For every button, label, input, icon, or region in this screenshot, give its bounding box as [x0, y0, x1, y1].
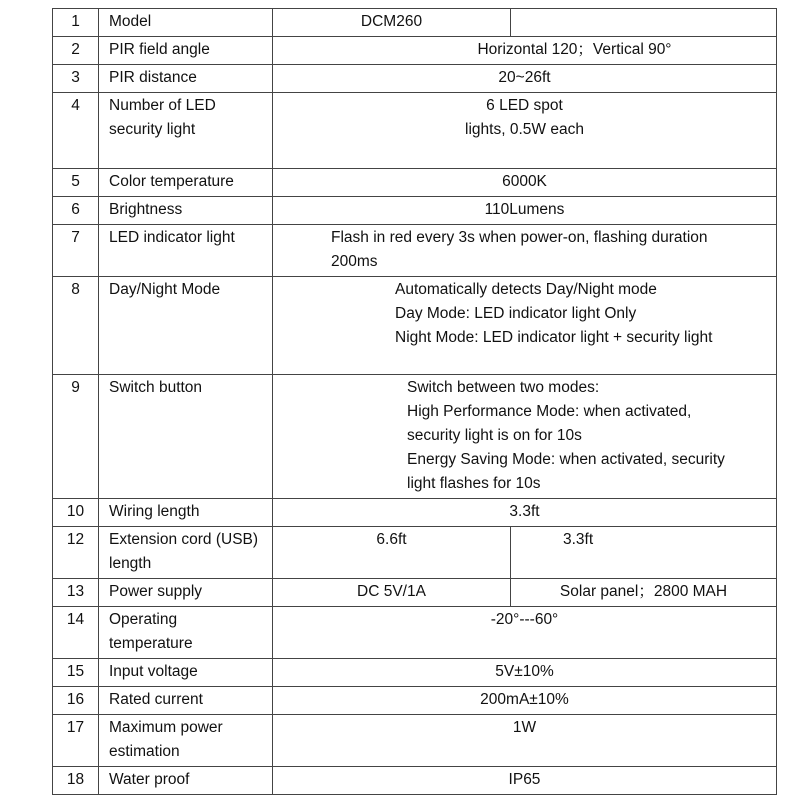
table-row [53, 499, 777, 527]
row-number: 2 [53, 37, 99, 65]
row-value: Flash in red every 3s when power-on, flashing duration 200ms [273, 225, 777, 277]
table-row [53, 659, 777, 687]
switch-line: Energy Saving Mode: when activated, security light flashes for 10s [407, 451, 725, 492]
mode-line: Automatically detects Day/Night mode [395, 281, 657, 298]
switch-line: High Performance Mode: when activated, security light is on for 10s [407, 403, 692, 444]
row-number: 15 [53, 659, 99, 687]
mode-line: Day Mode: LED indicator light Only [395, 305, 637, 322]
spec-table [52, 8, 777, 795]
row-number: 7 [53, 225, 99, 277]
row-number: 17 [53, 715, 99, 767]
row-number: 6 [53, 197, 99, 225]
row-value-cell [273, 93, 777, 169]
row-value: Horizontal 120；Vertical 90° [273, 37, 777, 65]
row-label: Extension cord (USB) length [99, 527, 273, 579]
table-row [53, 197, 777, 225]
row-label: Wiring length [99, 499, 273, 527]
row-number: 1 [53, 9, 99, 37]
row-label: Water proof [99, 767, 273, 795]
row-value: 200mA±10% [273, 687, 777, 715]
row-value-secondary: 3.3ft [511, 527, 777, 579]
row-label: Brightness [99, 197, 273, 225]
switch-line: Switch between two modes: [407, 379, 600, 396]
row-label: Maximum power estimation [99, 715, 273, 767]
row-number: 3 [53, 65, 99, 93]
table-row [53, 65, 777, 93]
row-label: Power supply [99, 579, 273, 607]
row-value: 5V±10% [273, 659, 777, 687]
row-label: PIR distance [99, 65, 273, 93]
table-row [53, 375, 777, 499]
row-label: Rated current [99, 687, 273, 715]
table-row [53, 9, 777, 37]
row-number: 9 [53, 375, 99, 499]
mode-line: Night Mode: LED indicator light + security light [395, 329, 713, 346]
table-row [53, 93, 777, 169]
row-value: IP65 [273, 767, 777, 795]
table-row [53, 37, 777, 65]
row-label: PIR field angle [99, 37, 273, 65]
row-label: LED indicator light [99, 225, 273, 277]
table-row [53, 225, 777, 277]
table-row [53, 767, 777, 795]
table-row [53, 715, 777, 767]
row-number: 14 [53, 607, 99, 659]
row-number: 4 [53, 93, 99, 169]
row-value-secondary: Solar panel；2800 MAH [511, 579, 777, 607]
row-label: Number of LED security light [99, 93, 273, 169]
table-row [53, 579, 777, 607]
row-label: Model [99, 9, 273, 37]
table-row [53, 527, 777, 579]
row-label: Day/Night Mode [99, 277, 273, 375]
row-value: 6.6ft [273, 527, 511, 579]
row-label: Operating temperature [99, 607, 273, 659]
row-label: Switch button [99, 375, 273, 499]
table-row [53, 687, 777, 715]
row-number: 8 [53, 277, 99, 375]
row-value: 6 LED spot lights, 0.5W each [465, 97, 584, 138]
row-value-cell [273, 375, 777, 499]
table-row [53, 607, 777, 659]
row-value: 20~26ft [273, 65, 777, 93]
row-number: 18 [53, 767, 99, 795]
row-value: 1W [273, 715, 777, 767]
table-row [53, 169, 777, 197]
row-value: -20°---60° [273, 607, 777, 659]
row-number: 10 [53, 499, 99, 527]
row-number: 12 [53, 527, 99, 579]
row-value: DCM260 [273, 9, 511, 37]
row-number: 13 [53, 579, 99, 607]
row-value-cell [273, 277, 777, 375]
row-value: DC 5V/1A [273, 579, 511, 607]
row-label: Input voltage [99, 659, 273, 687]
row-value: 110Lumens [273, 197, 777, 225]
row-value: 6000K [273, 169, 777, 197]
row-value: 3.3ft [273, 499, 777, 527]
row-number: 16 [53, 687, 99, 715]
row-label: Color temperature [99, 169, 273, 197]
table-row [53, 277, 777, 375]
row-number: 5 [53, 169, 99, 197]
row-value-secondary [511, 9, 777, 37]
